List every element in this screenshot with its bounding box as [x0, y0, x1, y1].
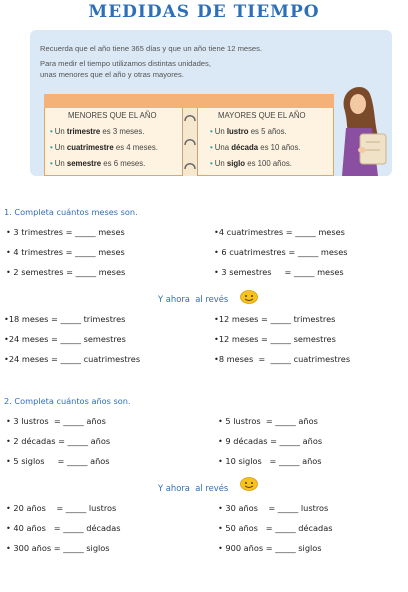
section-2-heading: 2. Completa cuántos años son.	[4, 396, 131, 406]
smiley-icon	[240, 477, 258, 491]
exercise-item: • 9 décadas = _____ años	[218, 436, 323, 446]
section-1-heading: 1. Completa cuántos meses son.	[4, 207, 138, 217]
info-line-3: unas menores que el año y otras mayores.	[40, 70, 184, 79]
girl-illustration	[330, 80, 392, 176]
exercise-item: • 20 años = _____ lustros	[6, 503, 117, 513]
exercise-item: • 3 lustros = _____ años	[6, 416, 106, 426]
exercise-item: •4 cuatrimestres = _____ meses	[214, 227, 345, 237]
exercise-item: •18 meses = _____ trimestres	[4, 314, 126, 324]
exercise-item: • 3 trimestres = _____ meses	[6, 227, 125, 237]
exercise-item: •24 meses = _____ semestres	[4, 334, 126, 344]
exercise-item: •24 meses = _____ cuatrimestres	[4, 354, 141, 364]
left-item: • Un cuatrimestre es 4 meses.	[50, 143, 158, 152]
info-line-2: Para medir el tiempo utilizamos distintas unidades,	[40, 59, 211, 68]
right-item: • Un lustro es 5 años.	[210, 127, 287, 136]
left-item: • Un semestre es 6 meses.	[50, 159, 146, 168]
left-column-title: MENORES QUE EL AÑO	[68, 111, 157, 120]
exercise-item: • 2 semestres = _____ meses	[6, 267, 126, 277]
exercise-item: • 3 semestres = _____ meses	[214, 267, 344, 277]
exercise-item: •12 meses = _____ semestres	[214, 334, 336, 344]
page-title: MEDIDAS DE TIEMPO	[88, 2, 320, 22]
ring-icon	[184, 160, 196, 170]
exercise-item: •8 meses = _____ cuatrimestres	[214, 354, 351, 364]
reverse-heading: Y ahora al revés	[158, 294, 229, 304]
exercise-item: • 2 décadas = _____ años	[6, 436, 111, 446]
exercise-item: • 10 siglos = _____ años	[218, 456, 322, 466]
notebook-top-band	[44, 94, 334, 108]
exercise-item: • 30 años = _____ lustros	[218, 503, 329, 513]
reverse-heading: Y ahora al revés	[158, 483, 229, 493]
exercise-item: •12 meses = _____ trimestres	[214, 314, 336, 324]
ring-icon	[184, 136, 196, 146]
exercise-item: • 40 años = _____ décadas	[6, 523, 121, 533]
exercise-item: • 5 lustros = _____ años	[218, 416, 318, 426]
smiley-icon	[240, 290, 258, 304]
ring-icon	[184, 112, 196, 122]
info-line-1: Recuerda que el año tiene 365 días y que un año tiene 12 meses.	[40, 44, 263, 53]
exercise-item: • 5 siglos = _____ años	[6, 456, 110, 466]
right-item: • Un siglo es 100 años.	[210, 159, 292, 168]
exercise-item: • 900 años = _____ siglos	[218, 543, 322, 553]
right-item: • Una década es 10 años.	[210, 143, 301, 152]
exercise-item: • 50 años = _____ décadas	[218, 523, 333, 533]
exercise-item: • 4 trimestres = _____ meses	[6, 247, 125, 257]
exercise-item: • 300 años = _____ siglos	[6, 543, 110, 553]
right-column-title: MAYORES QUE EL AÑO	[218, 111, 306, 120]
left-item: • Un trimestre es 3 meses.	[50, 127, 145, 136]
exercise-item: • 6 cuatrimestres = _____ meses	[214, 247, 348, 257]
